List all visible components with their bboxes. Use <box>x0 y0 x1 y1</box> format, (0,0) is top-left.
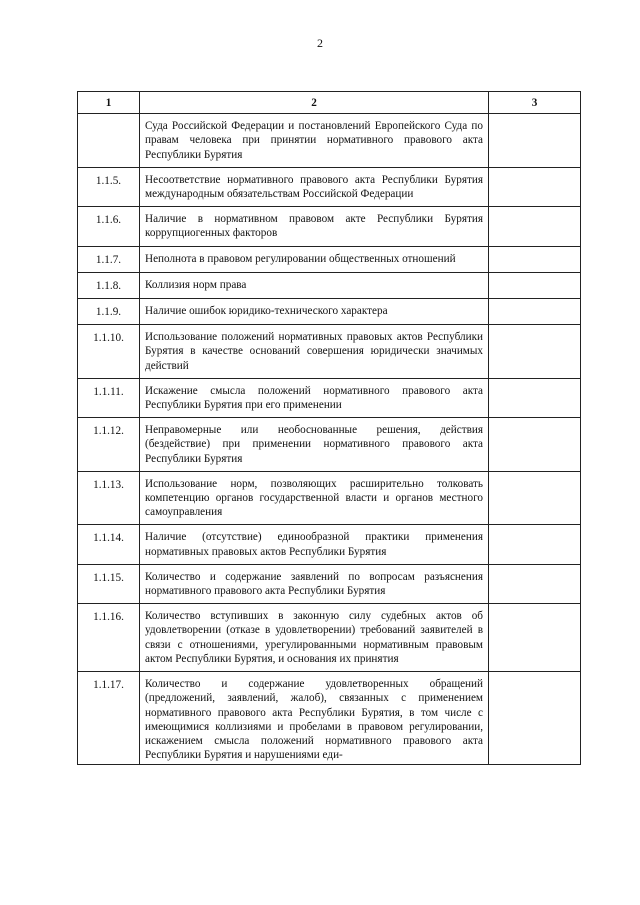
row-number: 1.1.15. <box>78 564 140 603</box>
row-text: Коллизия норм права <box>140 272 489 298</box>
row-text: Суда Российской Федерации и постановлений Европейского Суда по правам человека при принятии нормативного правового акта Республики Бурятия <box>140 114 489 168</box>
row-number: 1.1.5. <box>78 167 140 206</box>
table-header-row <box>78 92 581 114</box>
row-col3 <box>489 325 581 379</box>
row-number: 1.1.6. <box>78 207 140 246</box>
row-number: 1.1.13. <box>78 471 140 525</box>
row-text: Наличие ошибок юридико-технического характера <box>140 299 489 325</box>
row-text: Неполнота в правовом регулировании общественных отношений <box>140 246 489 272</box>
table-row <box>78 525 581 564</box>
table-row <box>78 604 581 672</box>
table-row <box>78 246 581 272</box>
row-text: Количество и содержание удовлетворенных обращений (предложений, заявлений, жалоб), связанных с применением нормативного правового акта Республики Бурятия, в том числе с имеющимися коллизиями и пробелами в правовом регулировании, искажением смысла положений нормативного правового акта Республики Бурятия и нарушениями еди- <box>140 672 489 765</box>
row-number: 1.1.9. <box>78 299 140 325</box>
row-col3 <box>489 246 581 272</box>
row-col3 <box>489 418 581 472</box>
row-text: Количество вступивших в законную силу судебных актов об удовлетворении (отказе в удовлетворении) требований заявителей в связи с отношениями, урегулированными нормативным правовым актом Республики Бурятия, и основания их принятия <box>140 604 489 672</box>
header-col-1: 1 <box>78 92 140 114</box>
row-text: Неправомерные или необоснованные решения, действия (бездействие) при применении нормативного правового акта Республики Бурятия <box>140 418 489 472</box>
row-text: Наличие в нормативном правовом акте Республики Бурятия коррупциогенных факторов <box>140 207 489 246</box>
row-text: Использование норм, позволяющих расширительно толковать компетенцию органов государственной власти и органов местного самоуправления <box>140 471 489 525</box>
row-number: 1.1.14. <box>78 525 140 564</box>
row-col3 <box>489 272 581 298</box>
row-number: 1.1.12. <box>78 418 140 472</box>
table-row <box>78 325 581 379</box>
table-row <box>78 207 581 246</box>
table-row <box>78 378 581 417</box>
row-number <box>78 114 140 168</box>
row-col3 <box>489 167 581 206</box>
row-text: Наличие (отсутствие) единообразной практики применения нормативных правовых актов Республики Бурятия <box>140 525 489 564</box>
row-col3 <box>489 299 581 325</box>
row-number: 1.1.7. <box>78 246 140 272</box>
table-row <box>78 272 581 298</box>
table-row <box>78 114 581 168</box>
row-text: Количество и содержание заявлений по вопросам разъяснения нормативного правового акта Республики Бурятия <box>140 564 489 603</box>
row-col3 <box>489 672 581 765</box>
table-row <box>78 672 581 765</box>
row-number: 1.1.16. <box>78 604 140 672</box>
row-number: 1.1.8. <box>78 272 140 298</box>
row-col3 <box>489 564 581 603</box>
page-number: 2 <box>317 36 323 50</box>
row-text: Несоответствие нормативного правового акта Республики Бурятия международным обязательствам Российской Федерации <box>140 167 489 206</box>
row-number: 1.1.11. <box>78 378 140 417</box>
monitoring-table <box>77 91 581 765</box>
table-row <box>78 564 581 603</box>
row-text: Искажение смысла положений нормативного правового акта Республики Бурятия при его применении <box>140 378 489 417</box>
header-col-3: 3 <box>489 92 581 114</box>
row-text: Использование положений нормативных правовых актов Республики Бурятия в качестве оснований совершения юридически значимых действий <box>140 325 489 379</box>
row-col3 <box>489 525 581 564</box>
row-col3 <box>489 378 581 417</box>
table-row <box>78 299 581 325</box>
header-col-2: 2 <box>140 92 489 114</box>
table-row <box>78 167 581 206</box>
table-row <box>78 418 581 472</box>
table-row <box>78 471 581 525</box>
row-col3 <box>489 471 581 525</box>
row-number: 1.1.17. <box>78 672 140 765</box>
row-number: 1.1.10. <box>78 325 140 379</box>
row-col3 <box>489 207 581 246</box>
row-col3 <box>489 114 581 168</box>
row-col3 <box>489 604 581 672</box>
